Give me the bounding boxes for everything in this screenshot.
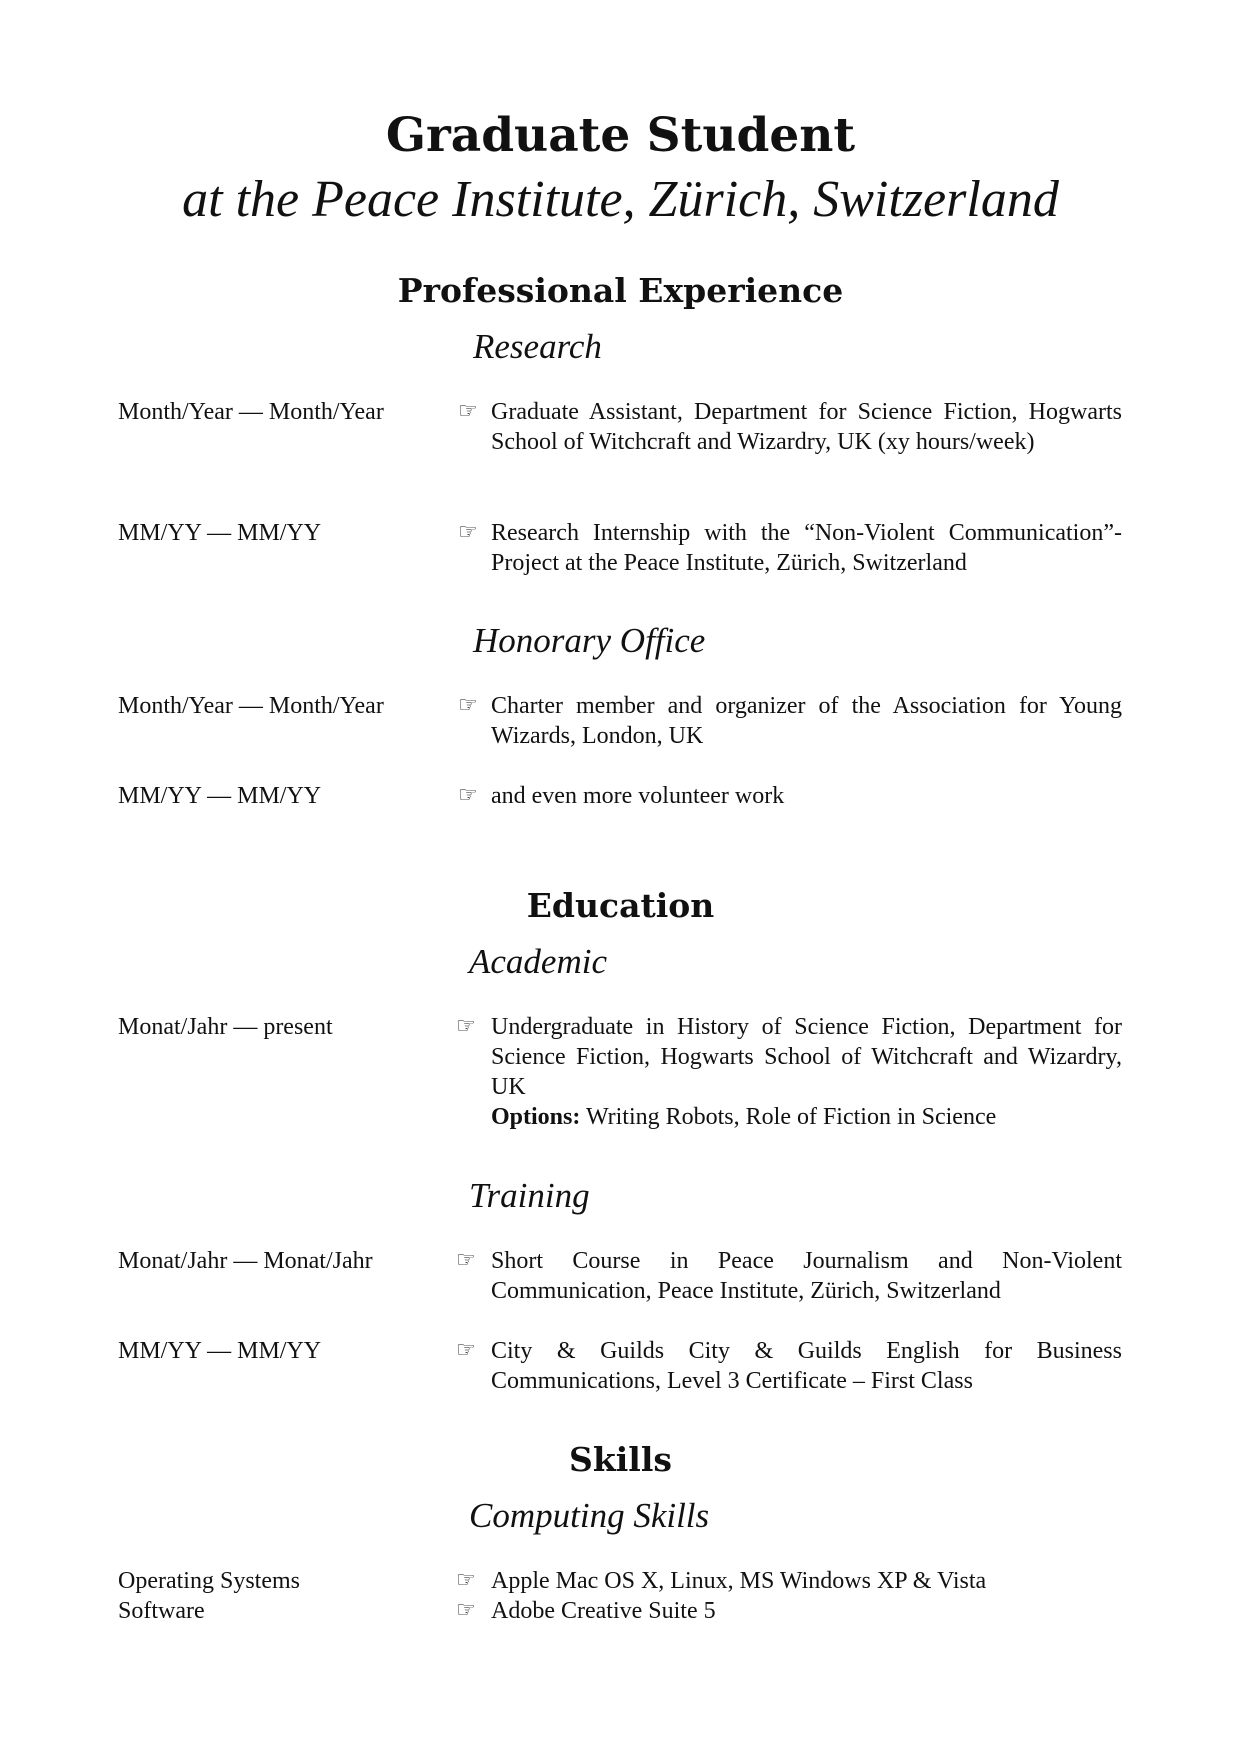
entry-text: Charter member and organizer of the Association for Young Wizards, London, UK [491,693,1122,749]
pointing-hand-icon: ☞ [456,1248,476,1273]
entry-text: and even more volunteer work [491,783,785,809]
options-label: Options: [491,1104,581,1130]
entry-text: Adobe Creative Suite 5 [491,1598,716,1624]
entry-date: MM/YY — MM/YY [118,1338,322,1364]
entry-date: Month/Year — Month/Year [118,399,384,425]
entry-text: Apple Mac OS X, Linux, MS Windows XP & Vista [491,1568,987,1594]
page-title: Graduate Student [385,108,856,163]
options-text: Writing Robots, Role of Fiction in Science [585,1104,997,1130]
subsection-title-honorary-office: Honorary Office [473,621,706,660]
pointing-hand-icon: ☞ [456,1598,476,1623]
pointing-hand-icon: ☞ [458,520,478,545]
entry-date: Monat/Jahr — Monat/Jahr [118,1248,373,1274]
entry-text-main: Undergraduate in History of Science Fiction, Department for Science Fiction, Hogwarts School of Witchcraft and Wizardry, UK [491,1014,1122,1100]
entry-date: Monat/Jahr — present [118,1014,333,1040]
skill-label: Operating Systems [118,1568,300,1594]
subsection-title-research: Research [473,327,602,366]
entry-text: City & Guilds City & Guilds English for Business Communications, Level 3 Certificate – First Class [491,1338,1122,1394]
pointing-hand-icon: ☞ [458,693,478,718]
section-title-skills: Skills [569,1440,672,1479]
pointing-hand-icon: ☞ [456,1568,476,1593]
page-subtitle: at the Peace Institute, Zürich, Switzerland [182,171,1059,228]
entry-text: Graduate Assistant, Department for Science Fiction, Hogwarts School of Witchcraft and Wizardry, UK (xy hours/week) [491,399,1122,455]
subsection-title-training: Training [469,1176,590,1215]
pointing-hand-icon: ☞ [458,399,478,424]
entry-text [491,1012,1122,1132]
pointing-hand-icon: ☞ [456,1338,476,1363]
entry-date: MM/YY — MM/YY [118,783,322,809]
section-title-education: Education [526,886,715,925]
section-title-experience: Professional Experience [397,271,844,310]
pointing-hand-icon: ☞ [456,1014,476,1039]
skill-label: Software [118,1598,205,1624]
subsection-title-computing-skills: Computing Skills [469,1496,710,1535]
pointing-hand-icon: ☞ [458,783,478,808]
entry-date: Month/Year — Month/Year [118,693,384,719]
entry-text: Short Course in Peace Journalism and Non-Violent Communication, Peace Institute, Zürich, Switzerland [491,1248,1122,1304]
entry-date: MM/YY — MM/YY [118,520,322,546]
subsection-title-academic: Academic [469,942,607,981]
entry-text: Research Internship with the “Non-Violent Communication”-Project at the Peace Institute, Zürich, Switzerland [491,520,1122,576]
